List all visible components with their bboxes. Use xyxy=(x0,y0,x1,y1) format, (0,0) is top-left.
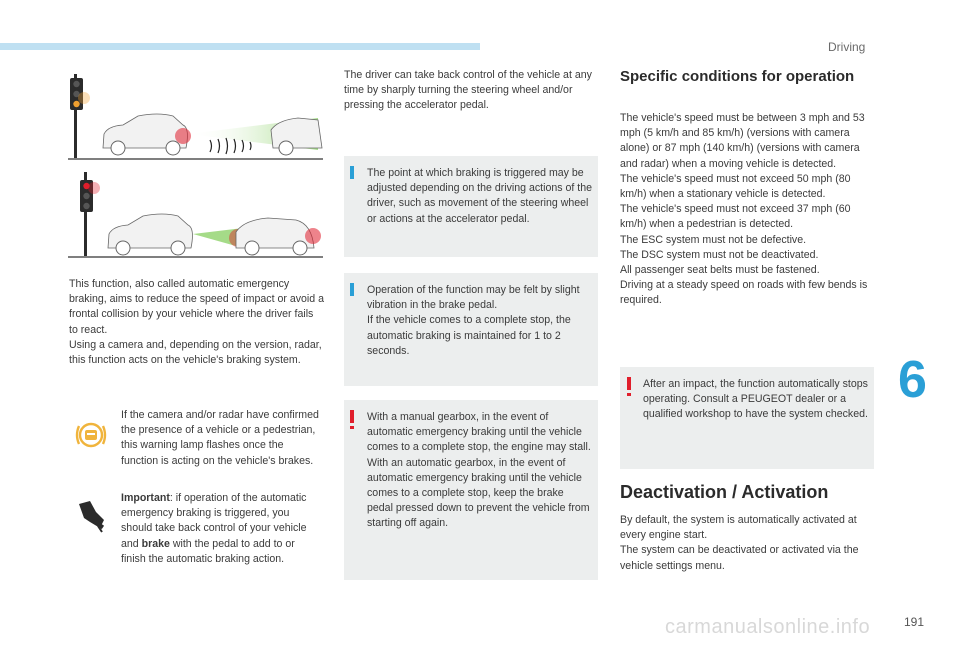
info-icon xyxy=(350,166,354,179)
info-icon xyxy=(350,283,354,296)
activation-text: By default, the system is automatically activated at every engine start. The system can be deactivated or activated via the vehicle settings menu. xyxy=(620,514,859,572)
conditions-text: The vehicle's speed must be between 3 mph and 53 mph (5 km/h and 85 km/h) (versions with camera alone) or 87 mph (140 km/h) (versions with camera and radar) when a moving vehicle is detected. The vehicle's speed must not exceed 50 mph (80 km/h) when a stationary vehicle is detected. The vehicle's speed must not exceed 37 mph (60 km/h) when a pedestrian is detected. The ESC system must not be defective. The DSC system must not be deactivated. All passenger seat belts must be fastened. Driving at a steady speed on roads with few bends is required. xyxy=(620,112,868,307)
warning-box-text: After an impact, the function automatically stops operating. Consult a PEUGEOT dealer or a qualified workshop to have the system checked. xyxy=(643,378,868,421)
takeover-text: The driver can take back control of the vehicle at any time by sharply turning the steering wheel and/or pressing the accelerator pedal. xyxy=(344,69,592,112)
warning-icon-dot xyxy=(350,426,354,429)
header-bar xyxy=(0,43,480,50)
warning-box-text: With a manual gearbox, in the event of automatic emergency braking until the vehicle comes to a complete stop, the engine may stall. With an automatic gearbox, in the event of automatic emergency braking until the vehicle comes to a complete stop, keep the brake pedal pressed down to prevent the vehicle from starting off again. xyxy=(367,411,591,530)
intro-text: This function, also called automatic emergency braking, aims to reduce the speed of impact or avoid a frontal collision by your vehicle where the driver fails to react. Using a camera and, depending on the version, radar, this function acts on the vehicle's braking system. xyxy=(69,278,324,367)
chapter-number: 6 xyxy=(898,351,927,409)
foot-on-pedal-icon xyxy=(76,498,108,539)
warning-box-gearbox xyxy=(344,400,598,580)
info-box-vibration xyxy=(344,273,598,386)
heading-specific-conditions: Specific conditions for operation xyxy=(620,68,855,85)
page-number: 191 xyxy=(904,615,925,629)
illustration-car-behind-car xyxy=(68,68,323,160)
heading-deactivation: Deactivation / Activation xyxy=(620,482,829,502)
illustration-car-braking xyxy=(68,166,323,258)
info-box-text: Operation of the function may be felt by slight vibration in the brake pedal. If the vehicle comes to a complete stop, the automatic braking is maintained for 1 to 2 seconds. xyxy=(367,284,580,357)
important-label: Important xyxy=(121,492,170,504)
warning-box-impact xyxy=(620,367,874,469)
important-bold: brake xyxy=(141,537,170,550)
info-box-text: The point at which braking is triggered may be adjusted depending on the driving actions of the driver, such as movement of the steering wheel or actions at the accelerator pedal. xyxy=(367,167,592,225)
warning-icon-dot xyxy=(627,393,631,396)
important-text xyxy=(121,491,321,567)
section-label: Driving xyxy=(828,40,866,54)
important-text-1: : if operation of the automatic emergency braking is triggered, you should take back control of your vehicle and xyxy=(121,492,307,550)
info-box-trigger-point xyxy=(344,156,598,257)
brake-warning-lamp-icon xyxy=(74,418,108,457)
watermark: carmanualsonline.info xyxy=(665,616,871,638)
lamp-text: If the camera and/or radar have confirmed the presence of a vehicle or a pedestrian, this warning lamp flashes once the function is acting on the vehicle's brakes. xyxy=(121,409,319,467)
warning-icon xyxy=(627,377,631,390)
warning-icon xyxy=(350,410,354,423)
important-text-2: with the pedal to add to or finish the automatic braking action. xyxy=(121,537,295,565)
